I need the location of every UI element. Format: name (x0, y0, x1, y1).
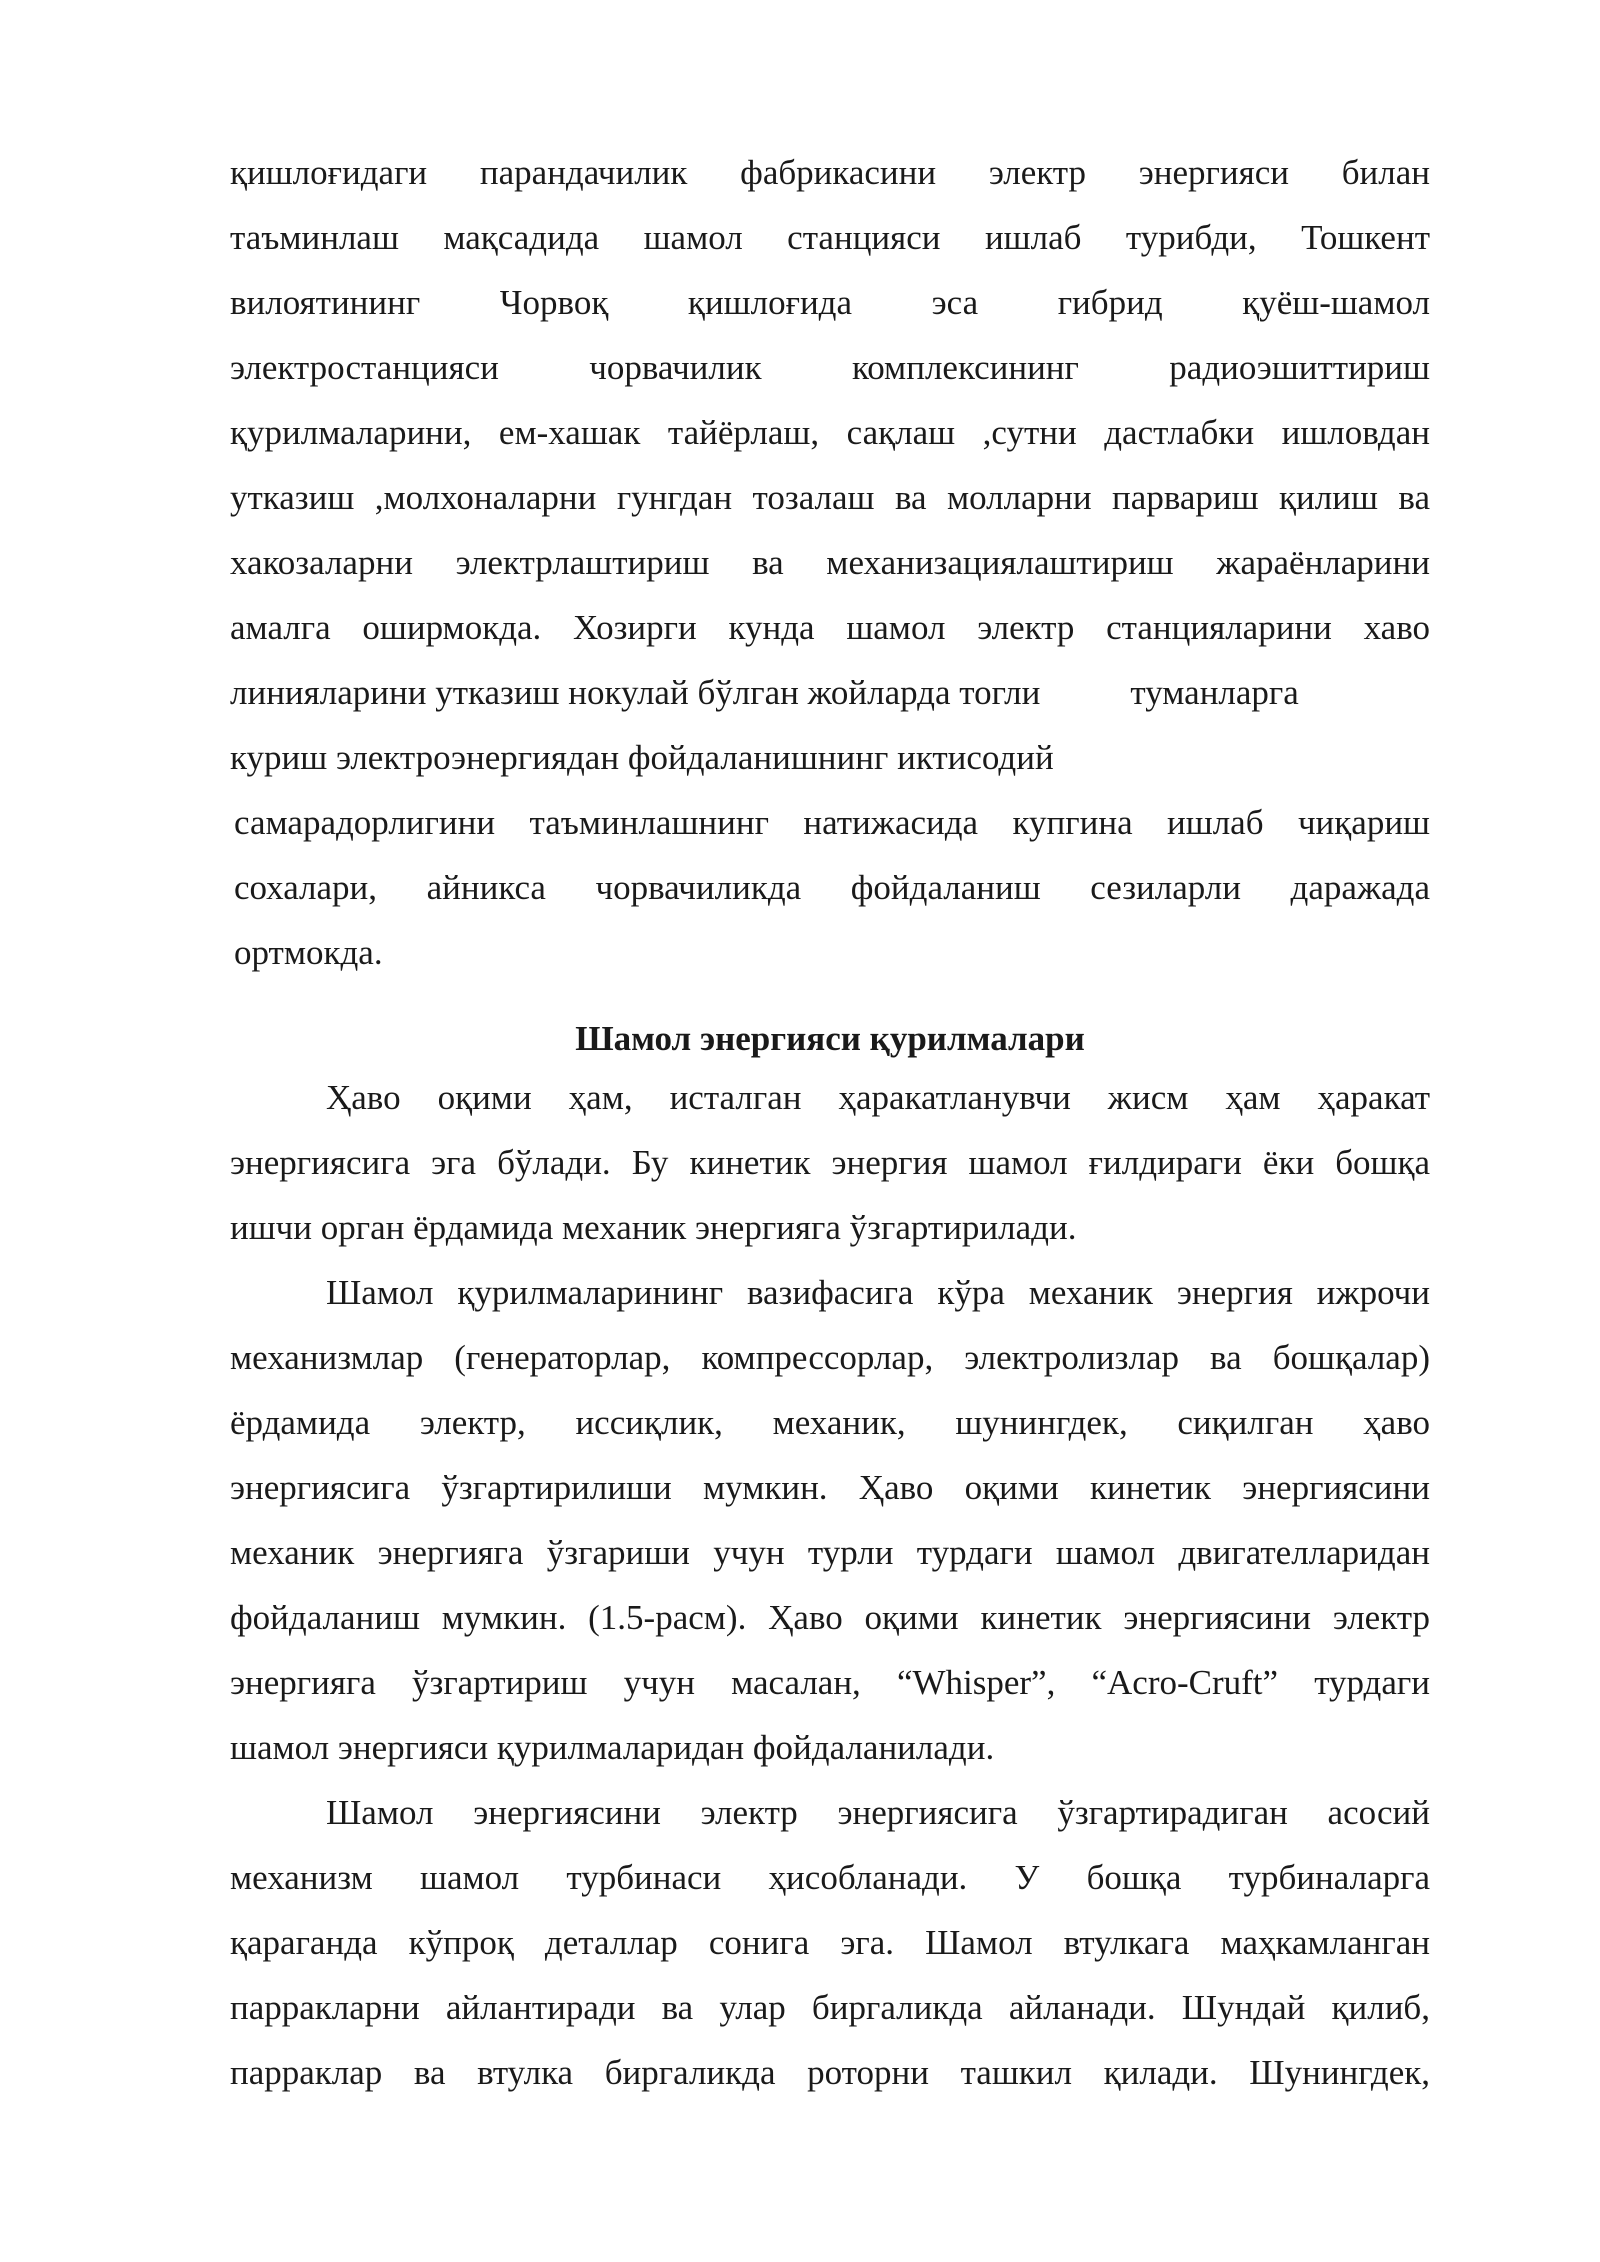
text-line: ортмокда. (234, 933, 383, 972)
text-line: парракларни айлантиради ва улар биргаликда айланади. Шундай қилиб, (230, 1988, 1430, 2027)
text-line: қурилмаларини, ем-хашак тайёрлаш, сақлаш ,сутни дастлабки ишловдан (230, 413, 1430, 452)
text-line: самарадорлигини таъминлашнинг натижасида купгина ишлаб чиқариш (234, 803, 1430, 842)
text-line: механизмлар (генераторлар, компрессорлар, электролизлар ва бошқалар) (230, 1338, 1430, 1377)
paragraph-3 (230, 1780, 1430, 2105)
text-line: механик энергияга ўзгариши учун турли турдаги шамол двигателларидан (230, 1533, 1430, 1572)
text-line: электростанцияси чорвачилик комплексининг радиоэшиттириш (230, 348, 1430, 387)
text-line: қараганда кўпроқ деталлар сонига эга. Шамол втулкага маҳкамланган (230, 1923, 1430, 1962)
intro-paragraph (230, 140, 1430, 985)
text-line: амалга оширмокда. Хозирги кунда шамол электр станцияларини хаво (230, 608, 1430, 647)
text-line: шамол энергияси қурилмаларидан фойдаланилади. (230, 1728, 995, 1767)
text-line: утказиш ,молхоналарни гунгдан тозалаш ва молларни парвариш қилиш ва (230, 478, 1430, 517)
text-line: энергиясига эга бўлади. Бу кинетик энергия шамол ғилдираги ёки бошқа (230, 1143, 1430, 1182)
text-line: фойдаланиш мумкин. (1.5-расм). Ҳаво оқими кинетик энергиясини электр (230, 1598, 1430, 1637)
section-heading: Шамол энергияси қурилмалари (575, 1019, 1085, 1058)
text-line (230, 660, 1430, 725)
document-page (230, 140, 1430, 2105)
text-fragment: туманларга (1130, 673, 1299, 712)
text-line: парраклар ва втулка биргаликда роторни ташкил қилади. Шунингдек, (230, 2053, 1430, 2092)
text-line: ишчи орган ёрдамида механик энергияга ўзгартирилади. (230, 1208, 1077, 1247)
text-line: Шамол қурилмаларининг вазифасига кўра механик энергия ижрочи (326, 1273, 1430, 1312)
text-line: энергияга ўзгартириш учун масалан, “Whisper”, “Acro-Cruft” турдаги (230, 1663, 1430, 1702)
text-line: ёрдамида электр, иссиқлик, механик, шунингдек, сиқилган ҳаво (230, 1403, 1430, 1442)
text-line: қишлоғидаги парандачилик фабрикасини электр энергияси билан (230, 153, 1430, 192)
text-line: сохалари, айникса чорвачиликда фойдаланиш сезиларли даражада (234, 868, 1430, 907)
paragraph-2 (230, 1260, 1430, 1780)
paragraph-1 (230, 1065, 1430, 1260)
text-line: хакозаларни электрлаштириш ва механизациялаштириш жараёнларини (230, 543, 1430, 582)
text-line: энергиясига ўзгартирилиши мумкин. Ҳаво оқими кинетик энергиясини (230, 1468, 1430, 1507)
text-line: таъминлаш мақсадида шамол станцияси ишлаб турибди, Тошкент (230, 218, 1430, 257)
text-line: Шамол энергиясини электр энергиясига ўзгартирадиган асосий (326, 1793, 1430, 1832)
text-fragment: линияларини утказиш нокулай бўлган жойларда тогли (230, 673, 1041, 712)
text-line: Ҳаво оқими ҳам, исталган ҳаракатланувчи жисм ҳам ҳаракат (326, 1078, 1430, 1117)
text-line: вилоятининг Чорвоқ қишлоғида эса гибрид қуёш-шамол (230, 283, 1430, 322)
text-line: куриш электроэнергиядан фойдаланишнинг иктисодий (230, 738, 1054, 777)
text-line: механизм шамол турбинаси ҳисобланади. У бошқа турбиналарга (230, 1858, 1430, 1897)
